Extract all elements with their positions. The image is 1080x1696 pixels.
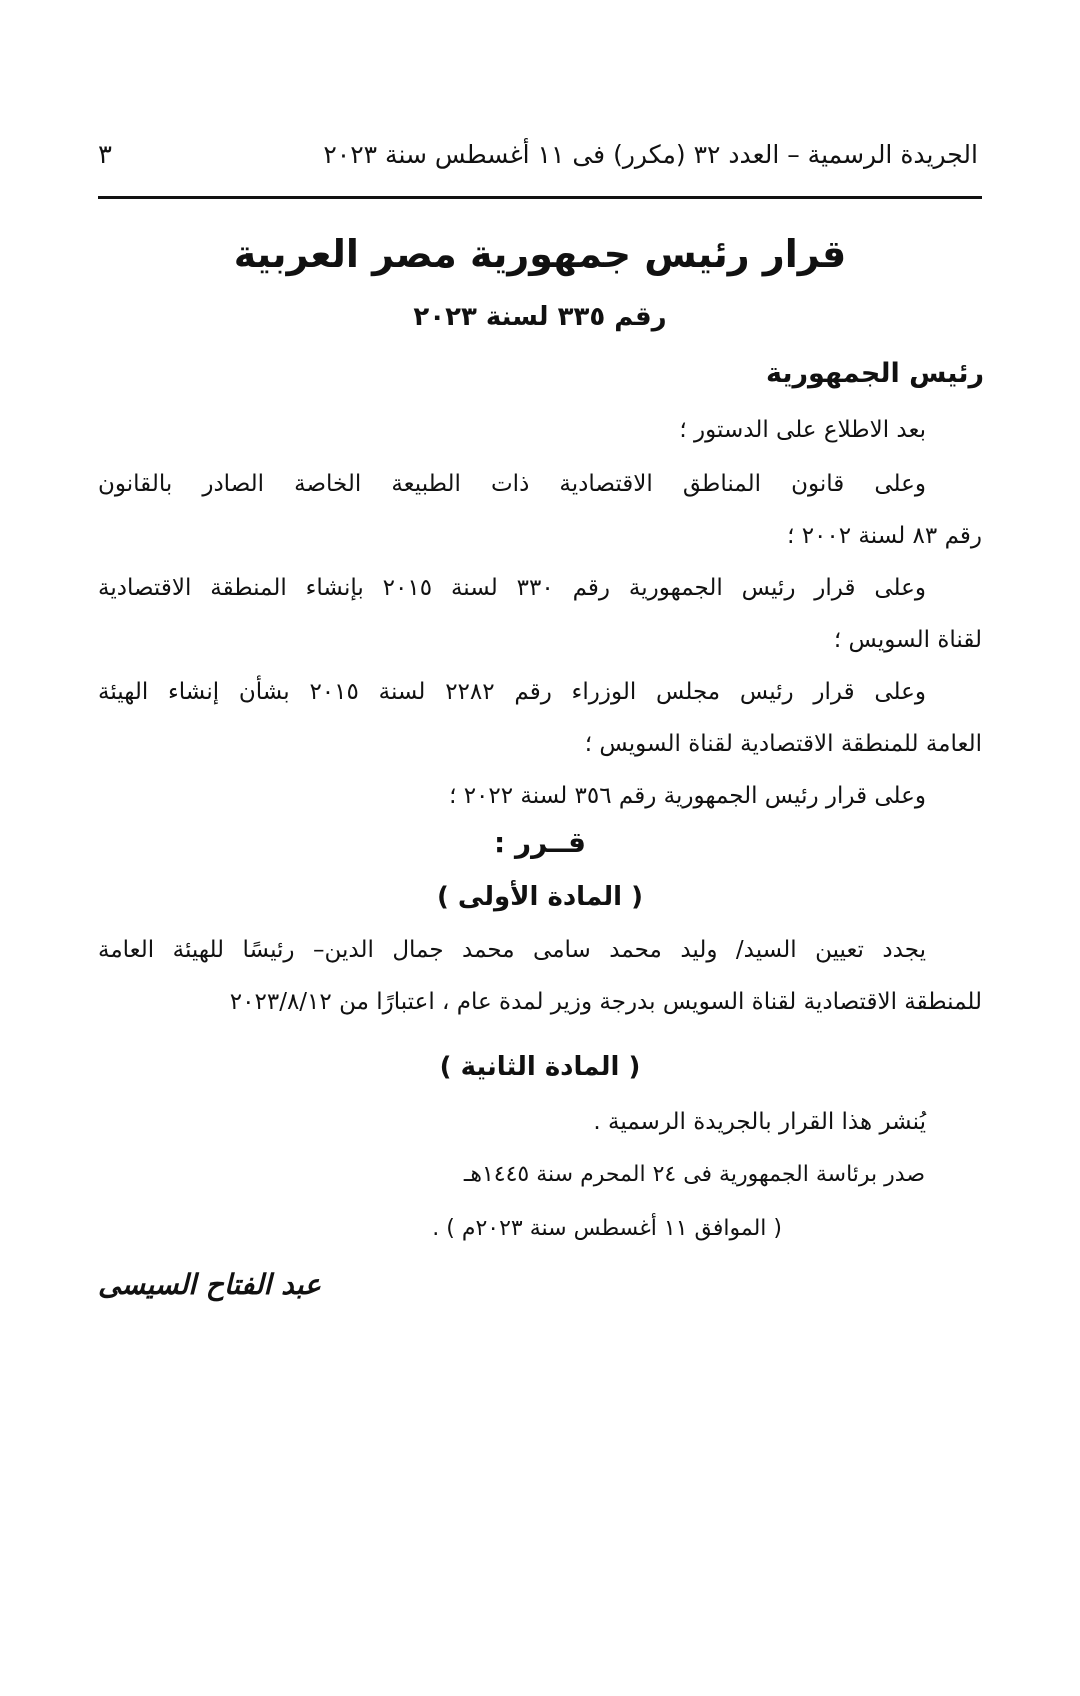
decree-title: قرار رئيس جمهورية مصر العربية xyxy=(233,232,847,276)
preamble-clause: بعد الاطلاع على الدستور ؛ xyxy=(679,417,926,443)
page-header xyxy=(98,140,978,184)
issued-line: صدر برئاسة الجمهورية فى ٢٤ المحرم سنة ١٤٤٥هـ xyxy=(463,1162,925,1187)
preamble-clause-line: العامة للمنطقة الاقتصادية لقناة السويس ؛ xyxy=(584,731,982,757)
gazette-header-title: الجريدة الرسمية – العدد ٣٢ (مكرر) فى ١١ أغسطس سنة ٢٠٢٣ xyxy=(323,140,978,169)
preamble-clause-line: لقناة السويس ؛ xyxy=(833,627,982,653)
header-divider xyxy=(98,196,982,199)
preamble-clause: وعلى قرار رئيس الجمهورية رقم ٣٥٦ لسنة ٢٠٢٢ ؛ xyxy=(449,783,926,809)
president-signature: عبد الفتاح السيسى xyxy=(98,1268,321,1301)
page-number: ٣ xyxy=(98,140,112,170)
resolution-word: قــرر : xyxy=(494,826,586,859)
article-2-body xyxy=(98,1096,982,1150)
preamble-heading: رئيس الجمهورية xyxy=(765,358,984,389)
issued-date-line: ( الموافق ١١ أغسطس سنة ٢٠٢٣م ) . xyxy=(432,1216,782,1241)
preamble-clauses xyxy=(98,404,982,824)
article-1-line: يجدد تعيين السيد/ وليد محمد سامى محمد جمال الدين– رئيسًا للهيئة العامة xyxy=(98,937,926,963)
article-1-body xyxy=(98,924,982,1028)
article-2-text: يُنشر هذا القرار بالجريدة الرسمية . xyxy=(593,1109,926,1135)
decree-number: رقم ٣٣٥ لسنة ٢٠٢٣ xyxy=(413,302,667,332)
preamble-clause-line: وعلى قانون المناطق الاقتصادية ذات الطبيعة الخاصة الصادر بالقانون xyxy=(98,471,926,497)
preamble-clause-line: وعلى قرار رئيس مجلس الوزراء رقم ٢٢٨٢ لسنة ٢٠١٥ بشأن إنشاء الهيئة xyxy=(98,679,926,705)
preamble-clause-line: وعلى قرار رئيس الجمهورية رقم ٣٣٠ لسنة ٢٠١٥ بإنشاء المنطقة الاقتصادية xyxy=(98,575,926,601)
article-1-heading: ( المادة الأولى ) xyxy=(437,882,643,912)
article-1-line: للمنطقة الاقتصادية لقناة السويس بدرجة وزير لمدة عام ، اعتبارًا من ٢٠٢٣/٨/١٢ xyxy=(229,989,982,1015)
article-2-heading: ( المادة الثانية ) xyxy=(439,1052,641,1082)
preamble-clause-line: رقم ٨٣ لسنة ٢٠٠٢ ؛ xyxy=(787,523,982,549)
